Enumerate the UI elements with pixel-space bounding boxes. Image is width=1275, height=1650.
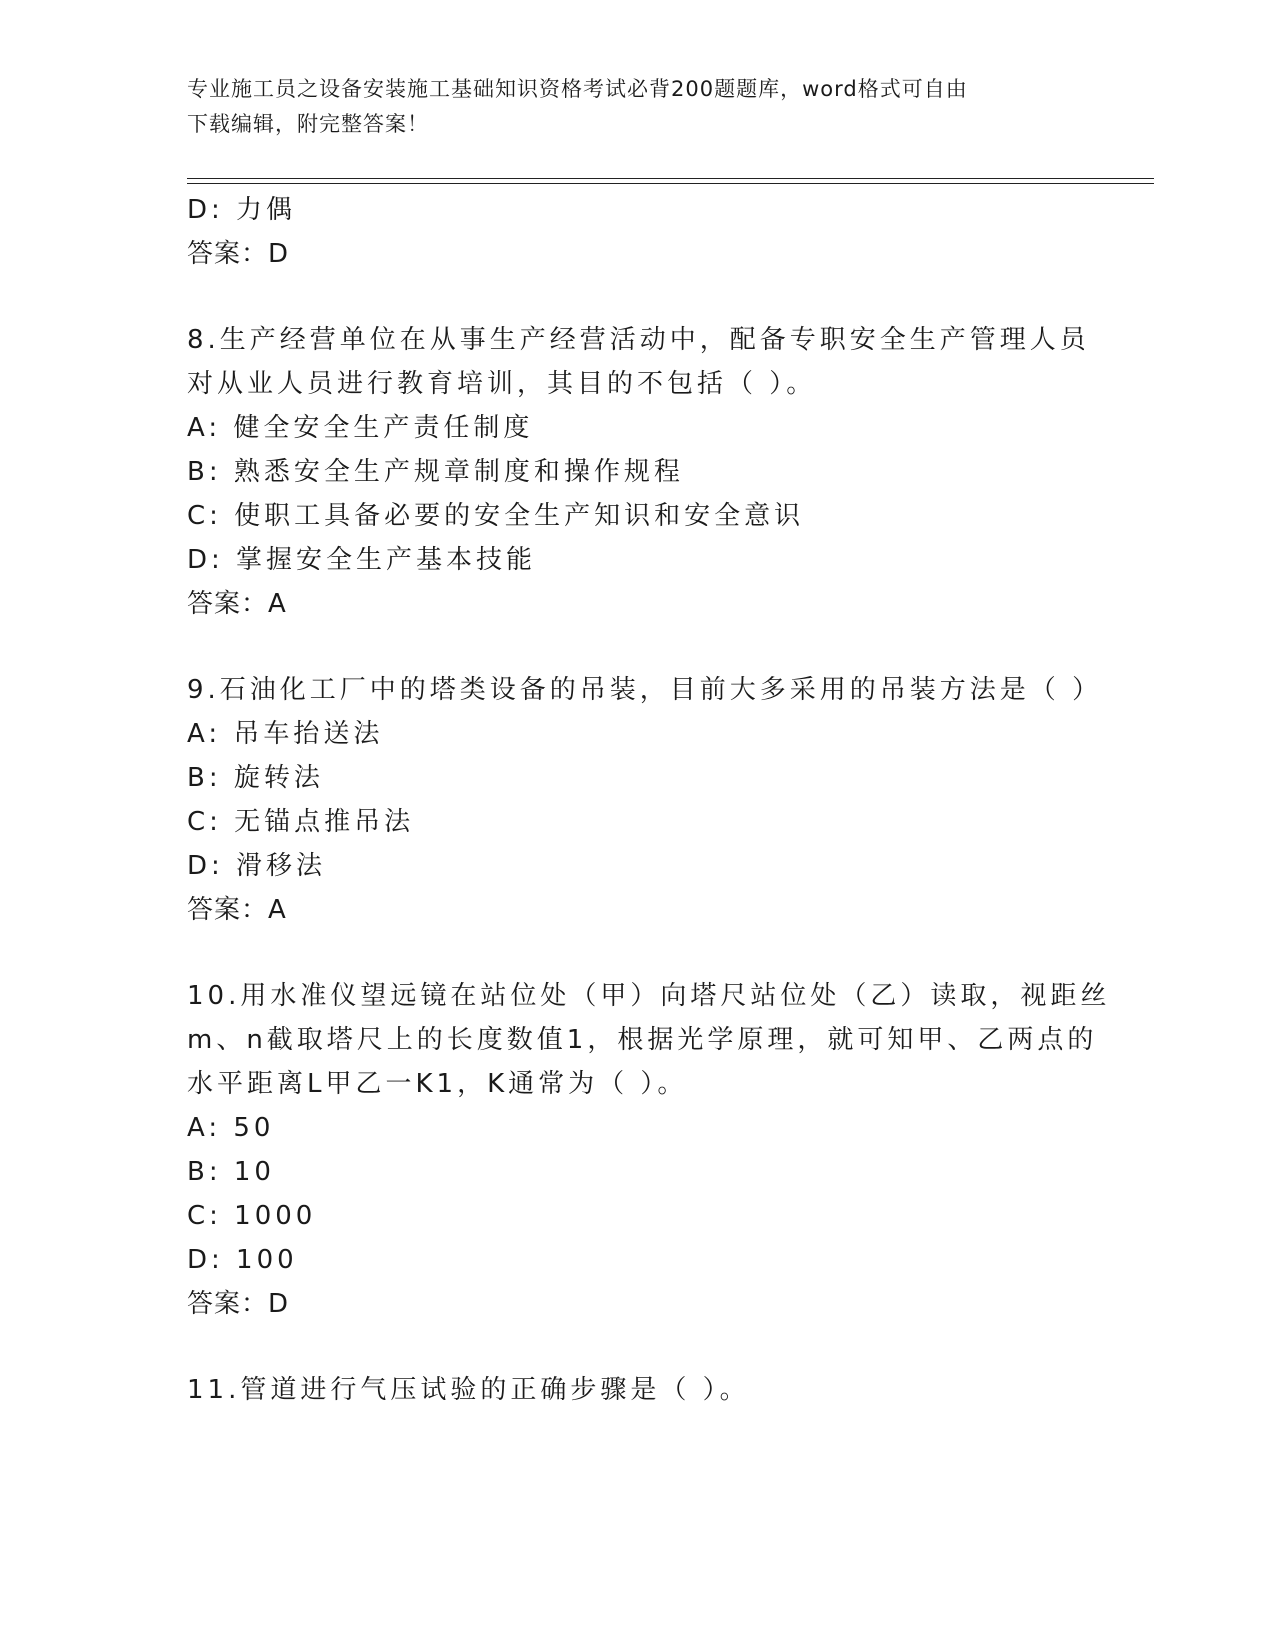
q9-stem-line-1: 9.石油化工厂中的塔类设备的吊装，目前大多采用的吊装方法是（ ） xyxy=(187,675,1103,705)
q10-answer: 答案：D xyxy=(187,1289,290,1319)
q9-option-b: B: 旋转法 xyxy=(187,763,324,793)
q8-stem-line-1: 8.生产经营单位在从事生产经营活动中，配备专职安全生产管理人员 xyxy=(187,325,1090,355)
header-title-line-2: 下载编辑，附完整答案！ xyxy=(187,112,429,136)
q8-option-c: C: 使职工具备必要的安全生产知识和安全意识 xyxy=(187,501,805,531)
q7-answer: 答案：D xyxy=(187,239,290,269)
q8-answer: 答案：A xyxy=(187,589,287,619)
q10-option-c: C: 1000 xyxy=(187,1201,317,1231)
q7-option-d: D: 力偶 xyxy=(187,195,297,225)
document-header xyxy=(187,72,1087,142)
header-divider-bottom xyxy=(187,183,1154,184)
q9-option-a: A: 吊车抬送法 xyxy=(187,719,384,749)
header-divider-top xyxy=(187,178,1154,179)
q10-option-d: D: 100 xyxy=(187,1245,298,1275)
q8-option-d: D: 掌握安全生产基本技能 xyxy=(187,545,537,575)
q9-option-c: C: 无锚点推吊法 xyxy=(187,807,415,837)
q8-option-b: B: 熟悉安全生产规章制度和操作规程 xyxy=(187,457,684,487)
header-title-line-1: 专业施工员之设备安装施工基础知识资格考试必背200题题库，word格式可自由 xyxy=(187,77,968,101)
q9-option-d: D: 滑移法 xyxy=(187,851,327,881)
q10-stem-line-3: 水平距离L甲乙一K1，K通常为（ ）。 xyxy=(187,1069,688,1099)
q9-answer: 答案：A xyxy=(187,895,287,925)
q11-stem-line-1: 11.管道进行气压试验的正确步骤是（ ）。 xyxy=(187,1375,750,1405)
q8-stem-line-2: 对从业人员进行教育培训，其目的不包括（ ）。 xyxy=(187,369,817,399)
q10-option-b: B: 10 xyxy=(187,1157,275,1187)
q10-option-a: A: 50 xyxy=(187,1113,275,1143)
q10-stem-line-1: 10.用水准仪望远镜在站位处（甲）向塔尺站位处（乙）读取，视距丝 xyxy=(187,981,1111,1011)
q10-stem-line-2: m、n截取塔尺上的长度数值1，根据光学原理，就可知甲、乙两点的 xyxy=(187,1025,1098,1055)
q8-option-a: A: 健全安全生产责任制度 xyxy=(187,413,534,443)
